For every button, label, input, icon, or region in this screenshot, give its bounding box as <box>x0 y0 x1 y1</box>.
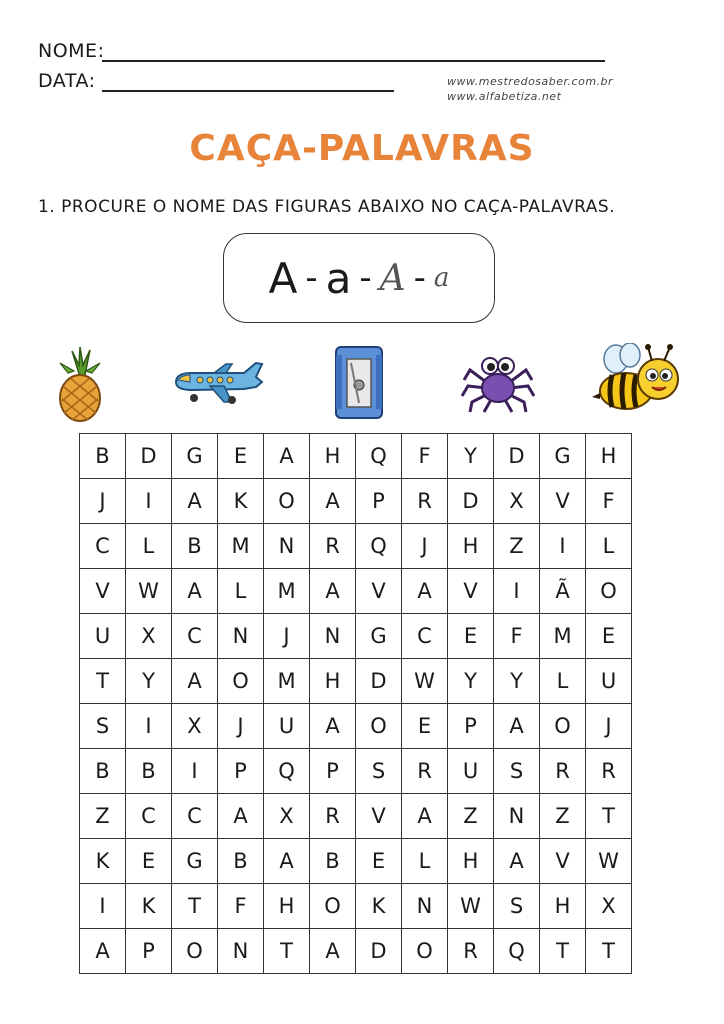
grid-cell[interactable]: V <box>80 569 126 614</box>
grid-cell[interactable]: H <box>310 434 356 479</box>
grid-cell[interactable]: A <box>218 794 264 839</box>
grid-cell[interactable]: P <box>310 749 356 794</box>
grid-cell[interactable]: U <box>264 704 310 749</box>
grid-cell[interactable]: U <box>80 614 126 659</box>
grid-cell[interactable]: V <box>356 794 402 839</box>
grid-cell[interactable]: W <box>402 659 448 704</box>
grid-cell[interactable]: S <box>356 749 402 794</box>
grid-cell[interactable]: I <box>80 884 126 929</box>
grid-cell[interactable]: Q <box>356 434 402 479</box>
grid-cell[interactable]: P <box>356 479 402 524</box>
grid-cell[interactable]: D <box>494 434 540 479</box>
grid-cell[interactable]: O <box>310 884 356 929</box>
grid-cell[interactable]: J <box>586 704 632 749</box>
grid-cell[interactable]: D <box>448 479 494 524</box>
grid-cell[interactable]: C <box>126 794 172 839</box>
grid-cell[interactable]: K <box>218 479 264 524</box>
grid-cell[interactable]: F <box>218 884 264 929</box>
grid-cell[interactable]: J <box>264 614 310 659</box>
grid-cell[interactable]: Y <box>448 659 494 704</box>
grid-cell[interactable]: O <box>172 929 218 974</box>
grid-cell[interactable]: D <box>356 659 402 704</box>
grid-cell[interactable]: R <box>310 524 356 569</box>
grid-cell[interactable]: Z <box>448 794 494 839</box>
grid-cell[interactable]: A <box>310 569 356 614</box>
grid-cell[interactable]: N <box>310 614 356 659</box>
grid-cell[interactable]: P <box>218 749 264 794</box>
grid-cell[interactable]: I <box>494 569 540 614</box>
grid-cell[interactable]: E <box>448 614 494 659</box>
grid-cell[interactable]: N <box>218 929 264 974</box>
grid-cell[interactable]: X <box>126 614 172 659</box>
letter-upper: A <box>268 253 298 303</box>
grid-row <box>80 839 632 884</box>
grid-cell[interactable]: O <box>540 704 586 749</box>
grid-cell[interactable]: Q <box>356 524 402 569</box>
grid-cell[interactable]: I <box>126 704 172 749</box>
grid-cell[interactable]: F <box>586 479 632 524</box>
grid-cell[interactable]: K <box>80 839 126 884</box>
grid-cell[interactable]: C <box>172 794 218 839</box>
grid-row <box>80 479 632 524</box>
grid-cell[interactable]: X <box>494 479 540 524</box>
grid-cell[interactable]: B <box>80 434 126 479</box>
grid-cell[interactable]: Y <box>494 659 540 704</box>
grid-cell[interactable]: Z <box>540 794 586 839</box>
grid-cell[interactable]: M <box>264 569 310 614</box>
grid-cell[interactable]: V <box>448 569 494 614</box>
site-url-1: www.mestredosaber.com.br <box>447 75 614 88</box>
grid-cell[interactable]: R <box>586 749 632 794</box>
grid-cell[interactable]: S <box>494 749 540 794</box>
grid-cell[interactable]: Q <box>494 929 540 974</box>
grid-cell[interactable]: X <box>586 884 632 929</box>
grid-cell[interactable]: Q <box>264 749 310 794</box>
airplane-icon <box>170 360 266 406</box>
grid-cell[interactable]: C <box>172 614 218 659</box>
grid-cell[interactable]: A <box>264 839 310 884</box>
grid-cell[interactable]: Ã <box>540 569 586 614</box>
grid-cell[interactable]: A <box>80 929 126 974</box>
grid-cell[interactable]: E <box>586 614 632 659</box>
grid-cell[interactable]: L <box>586 524 632 569</box>
grid-row <box>80 569 632 614</box>
grid-cell[interactable]: O <box>218 659 264 704</box>
grid-cell[interactable]: H <box>448 524 494 569</box>
grid-cell[interactable]: Z <box>80 794 126 839</box>
grid-cell[interactable]: L <box>218 569 264 614</box>
grid-cell[interactable]: T <box>264 929 310 974</box>
grid-cell[interactable]: V <box>540 479 586 524</box>
grid-cell[interactable]: U <box>448 749 494 794</box>
grid-cell[interactable]: P <box>448 704 494 749</box>
grid-row <box>80 614 632 659</box>
grid-cell[interactable]: D <box>126 434 172 479</box>
separator: - <box>359 258 372 298</box>
grid-row <box>80 704 632 749</box>
grid-cell[interactable]: G <box>172 434 218 479</box>
grid-cell[interactable]: T <box>172 884 218 929</box>
grid-cell[interactable]: T <box>586 794 632 839</box>
grid-cell[interactable]: N <box>494 794 540 839</box>
name-line[interactable] <box>102 60 605 62</box>
grid-cell[interactable]: A <box>172 479 218 524</box>
grid-cell[interactable]: K <box>126 884 172 929</box>
grid-cell[interactable]: N <box>264 524 310 569</box>
grid-cell[interactable]: A <box>402 794 448 839</box>
grid-cell[interactable]: L <box>402 839 448 884</box>
grid-cell[interactable]: D <box>356 929 402 974</box>
grid-cell[interactable]: M <box>218 524 264 569</box>
letter-box <box>223 233 495 323</box>
grid-cell[interactable]: Y <box>126 659 172 704</box>
grid-row <box>80 659 632 704</box>
grid-cell[interactable]: E <box>356 839 402 884</box>
bee-icon <box>590 343 684 419</box>
grid-cell[interactable]: A <box>264 434 310 479</box>
grid-cell[interactable]: E <box>126 839 172 884</box>
grid-cell[interactable]: Z <box>494 524 540 569</box>
grid-cell[interactable]: R <box>310 794 356 839</box>
site-url-2: www.alfabetiza.net <box>447 90 562 103</box>
grid-cell[interactable]: S <box>494 884 540 929</box>
grid-cell[interactable]: M <box>264 659 310 704</box>
grid-cell[interactable]: H <box>586 434 632 479</box>
letter-cursive-upper: A <box>379 257 406 299</box>
grid-cell[interactable]: H <box>264 884 310 929</box>
grid-cell[interactable]: J <box>80 479 126 524</box>
grid-row <box>80 434 632 479</box>
grid-cell[interactable]: W <box>586 839 632 884</box>
grid-cell[interactable]: L <box>540 659 586 704</box>
grid-cell[interactable]: A <box>310 704 356 749</box>
grid-cell[interactable]: R <box>402 749 448 794</box>
grid-cell[interactable]: X <box>172 704 218 749</box>
grid-cell[interactable]: H <box>448 839 494 884</box>
grid-cell[interactable]: K <box>356 884 402 929</box>
grid-row <box>80 884 632 929</box>
grid-cell[interactable]: H <box>310 659 356 704</box>
grid-row <box>80 929 632 974</box>
grid-row <box>80 749 632 794</box>
grid-cell[interactable]: F <box>402 434 448 479</box>
grid-cell[interactable]: C <box>80 524 126 569</box>
grid-row <box>80 794 632 839</box>
grid-cell[interactable]: J <box>218 704 264 749</box>
grid-cell[interactable]: V <box>356 569 402 614</box>
grid-cell[interactable]: O <box>402 929 448 974</box>
name-label: NOME: <box>38 40 105 62</box>
pencil-sharpener-icon <box>332 345 386 420</box>
grid-cell[interactable]: N <box>218 614 264 659</box>
grid-cell[interactable]: X <box>264 794 310 839</box>
grid-cell[interactable]: I <box>126 479 172 524</box>
grid-cell[interactable]: J <box>402 524 448 569</box>
date-line[interactable] <box>102 90 394 92</box>
separator: - <box>413 258 426 298</box>
grid-cell[interactable]: G <box>540 434 586 479</box>
grid-cell[interactable]: R <box>402 479 448 524</box>
grid-cell[interactable]: B <box>218 839 264 884</box>
grid-row <box>80 524 632 569</box>
grid-cell[interactable]: W <box>126 569 172 614</box>
instruction-text: 1. PROCURE O NOME DAS FIGURAS ABAIXO NO CAÇA-PALAVRAS. <box>38 197 616 217</box>
letter-lower: a <box>325 253 352 303</box>
grid-cell[interactable]: B <box>126 749 172 794</box>
grid-cell[interactable]: B <box>80 749 126 794</box>
grid-cell[interactable]: Y <box>448 434 494 479</box>
grid-cell[interactable]: V <box>540 839 586 884</box>
grid-cell[interactable]: E <box>218 434 264 479</box>
date-label: DATA: <box>38 70 96 92</box>
grid-cell[interactable]: W <box>448 884 494 929</box>
grid-cell[interactable]: R <box>448 929 494 974</box>
grid-cell[interactable]: P <box>126 929 172 974</box>
grid-cell[interactable]: T <box>80 659 126 704</box>
grid-cell[interactable]: A <box>310 929 356 974</box>
page-title: CAÇA-PALAVRAS <box>189 128 535 169</box>
grid-cell[interactable]: G <box>172 839 218 884</box>
grid-cell[interactable]: G <box>356 614 402 659</box>
grid-cell[interactable]: L <box>126 524 172 569</box>
grid-cell[interactable]: A <box>494 704 540 749</box>
grid-cell[interactable]: A <box>494 839 540 884</box>
grid-cell[interactable]: A <box>172 569 218 614</box>
separator: - <box>305 258 318 298</box>
grid-cell[interactable]: F <box>494 614 540 659</box>
grid-cell[interactable]: T <box>586 929 632 974</box>
grid-cell[interactable]: M <box>540 614 586 659</box>
grid-cell[interactable]: A <box>172 659 218 704</box>
grid-cell[interactable]: A <box>310 479 356 524</box>
letter-cursive-lower: a <box>433 263 450 293</box>
grid-cell[interactable]: I <box>172 749 218 794</box>
grid-cell[interactable]: R <box>540 749 586 794</box>
grid-cell[interactable]: O <box>586 569 632 614</box>
grid-cell[interactable]: O <box>356 704 402 749</box>
grid-cell[interactable]: T <box>540 929 586 974</box>
grid-cell[interactable]: I <box>540 524 586 569</box>
grid-cell[interactable]: N <box>402 884 448 929</box>
grid-cell[interactable]: E <box>402 704 448 749</box>
grid-cell[interactable]: C <box>402 614 448 659</box>
word-search-grid <box>79 433 632 974</box>
spider-icon <box>460 350 536 416</box>
pineapple-icon <box>52 345 108 423</box>
grid-cell[interactable]: B <box>310 839 356 884</box>
grid-cell[interactable]: H <box>540 884 586 929</box>
grid-cell[interactable]: O <box>264 479 310 524</box>
grid-cell[interactable]: S <box>80 704 126 749</box>
grid-cell[interactable]: A <box>402 569 448 614</box>
grid-cell[interactable]: U <box>586 659 632 704</box>
grid-cell[interactable]: B <box>172 524 218 569</box>
